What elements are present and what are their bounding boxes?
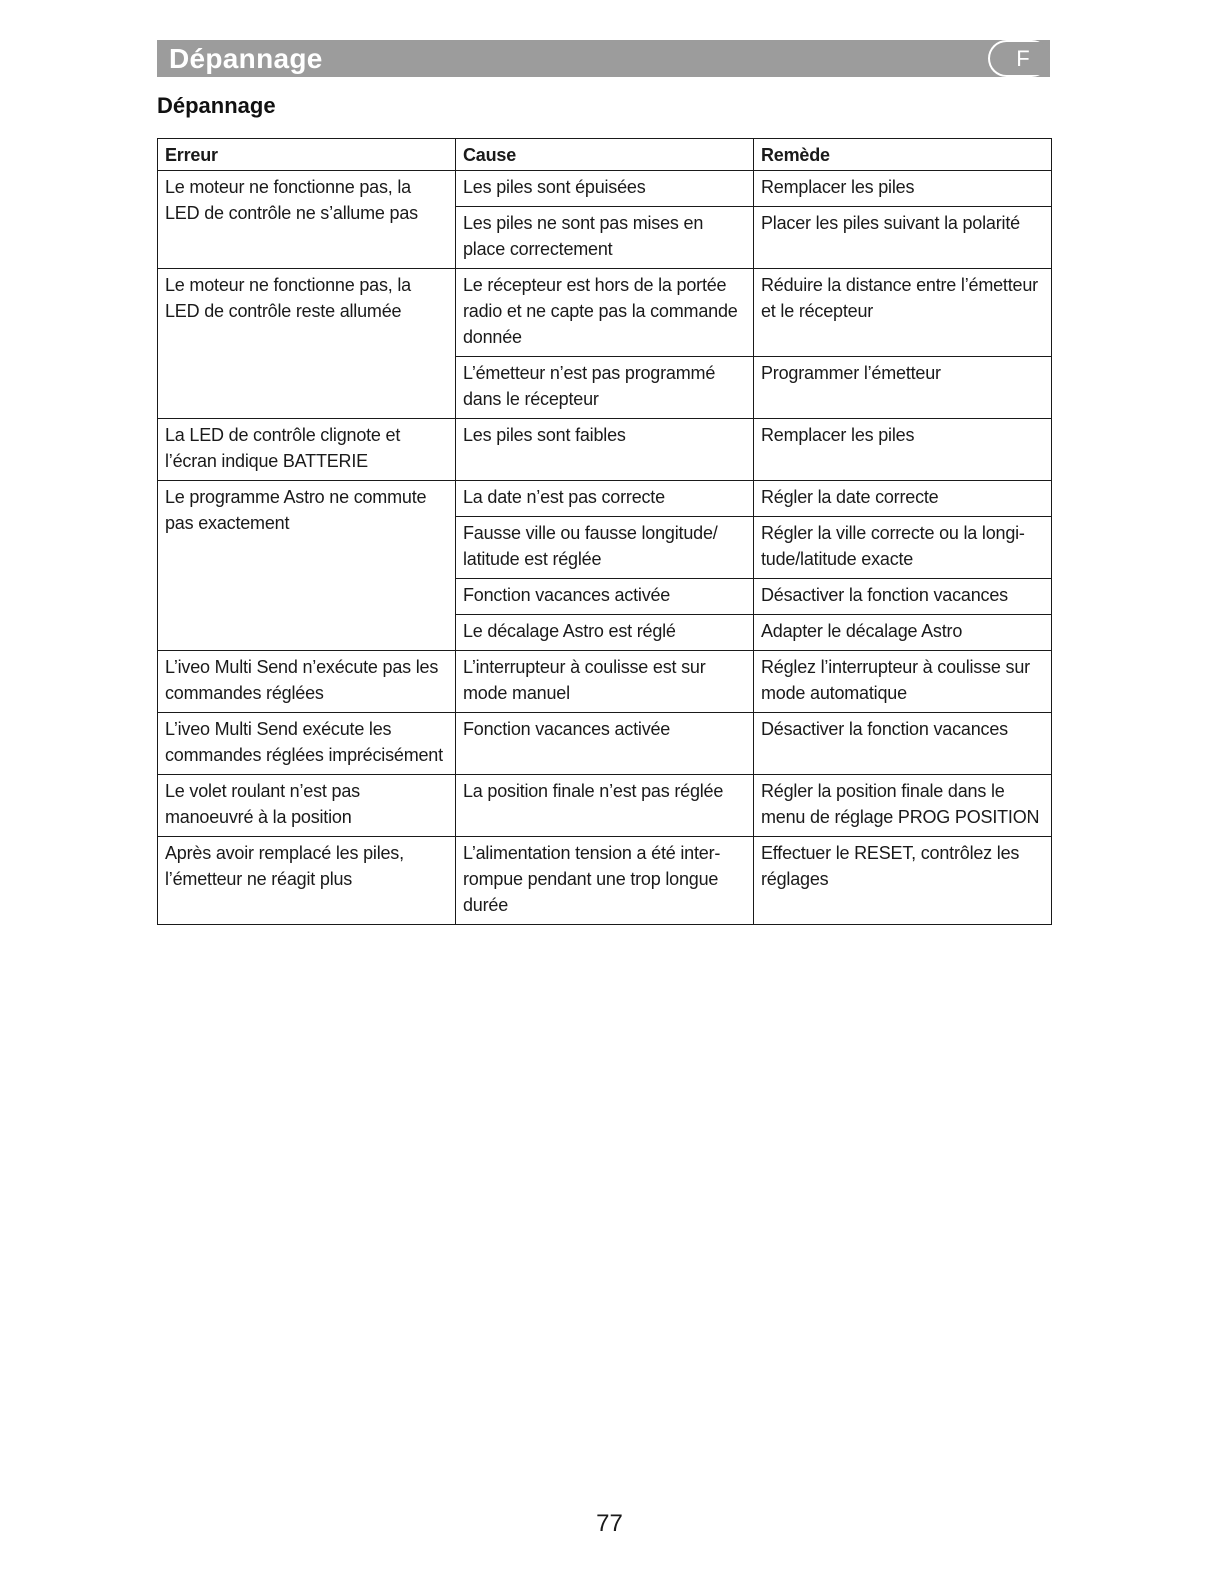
table-row [158, 713, 1052, 775]
table-row [158, 481, 1052, 517]
section-header-title: Dépannage [169, 43, 323, 74]
remedy-cell: Régler la ville correcte ou la longi-tude/latitude exacte [754, 517, 1052, 579]
error-cell: La LED de contrôle clignote et l’écran indique BATTERIE [158, 419, 456, 481]
remedy-cell: Réduire la distance entre l’émetteur et le récepteur [754, 269, 1052, 357]
table-header-row [158, 139, 1052, 171]
error-cell: L’iveo Multi Send exécute les commandes réglées imprécisément [158, 713, 456, 775]
remedy-cell: Placer les piles suivant la polarité [754, 207, 1052, 269]
column-header-erreur: Erreur [158, 139, 456, 171]
remedy-cell: Effectuer le RESET, contrôlez les réglages [754, 837, 1052, 925]
section-header-bar [157, 40, 1050, 77]
table-row [158, 837, 1052, 925]
error-cell: Le moteur ne fonctionne pas, la LED de contrôle ne s’allume pas [158, 171, 456, 269]
remedy-cell: Régler la position finale dans le menu de réglage PROG POSITION [754, 775, 1052, 837]
error-cell: Le volet roulant n’est pas manoeuvré à la position [158, 775, 456, 837]
language-badge: F [988, 40, 1050, 77]
cause-cell: Le décalage Astro est réglé [456, 615, 754, 651]
table-row [158, 775, 1052, 837]
cause-cell: L’alimentation tension a été inter-rompue pendant une trop longue durée [456, 837, 754, 925]
cause-cell: Le récepteur est hors de la portée radio et ne capte pas la commande donnée [456, 269, 754, 357]
cause-cell: La position finale n’est pas réglée [456, 775, 754, 837]
cause-cell: Les piles sont épuisées [456, 171, 754, 207]
language-badge-wrap [988, 40, 1050, 77]
cause-cell: Les piles sont faibles [456, 419, 754, 481]
remedy-cell: Adapter le décalage Astro [754, 615, 1052, 651]
cause-cell: Fonction vacances activée [456, 713, 754, 775]
troubleshooting-table [157, 138, 1052, 925]
remedy-cell: Désactiver la fonction vacances [754, 579, 1052, 615]
cause-cell: L’émetteur n’est pas programmé dans le récepteur [456, 357, 754, 419]
table-row [158, 651, 1052, 713]
table-row [158, 171, 1052, 207]
remedy-cell: Réglez l’interrupteur à coulisse sur mode automatique [754, 651, 1052, 713]
error-cell: Le programme Astro ne commute pas exactement [158, 481, 456, 651]
remedy-cell: Remplacer les piles [754, 171, 1052, 207]
cause-cell: Fausse ville ou fausse longitude/ latitude est réglée [456, 517, 754, 579]
error-cell: Le moteur ne fonctionne pas, la LED de contrôle reste allumée [158, 269, 456, 419]
remedy-cell: Régler la date correcte [754, 481, 1052, 517]
cause-cell: Fonction vacances activée [456, 579, 754, 615]
column-header-cause: Cause [456, 139, 754, 171]
column-header-remede: Remède [754, 139, 1052, 171]
table-row [158, 419, 1052, 481]
remedy-cell: Désactiver la fonction vacances [754, 713, 1052, 775]
cause-cell: L’interrupteur à coulisse est sur mode manuel [456, 651, 754, 713]
remedy-cell: Remplacer les piles [754, 419, 1052, 481]
error-cell: Après avoir remplacé les piles, l’émetteur ne réagit plus [158, 837, 456, 925]
error-cell: L’iveo Multi Send n’exécute pas les commandes réglées [158, 651, 456, 713]
cause-cell: Les piles ne sont pas mises en place correctement [456, 207, 754, 269]
section-heading: Dépannage [157, 93, 276, 118]
page-number: 77 [596, 1510, 623, 1537]
cause-cell: La date n’est pas correcte [456, 481, 754, 517]
table-row [158, 269, 1052, 357]
remedy-cell: Programmer l’émetteur [754, 357, 1052, 419]
